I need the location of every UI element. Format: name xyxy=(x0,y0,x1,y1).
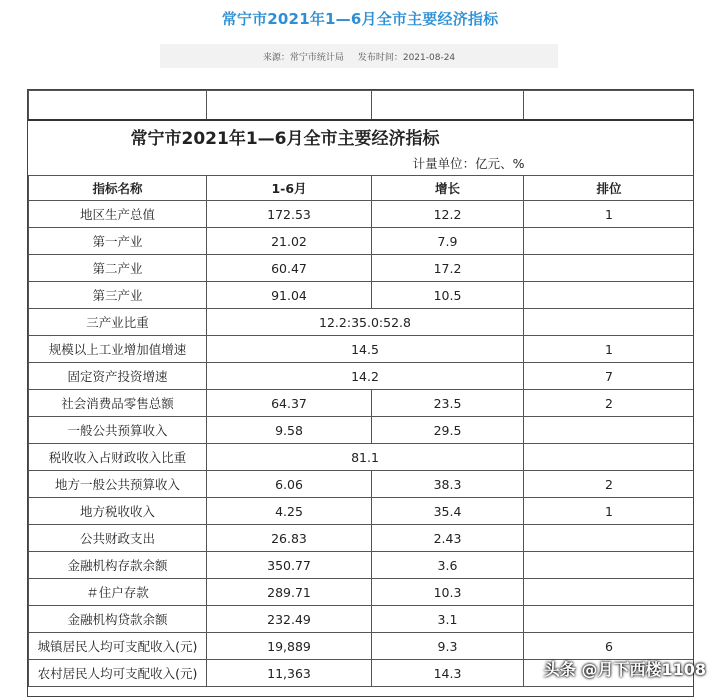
growth-cell: 35.4 xyxy=(372,498,524,525)
source-text: 来源：常宁市统计局 xyxy=(262,52,344,63)
indicator-table xyxy=(28,90,694,687)
growth-cell: 29.5 xyxy=(372,417,524,444)
merged-value-cell: 12.2:35.0:52.8 xyxy=(207,309,524,336)
merged-value-cell: 14.5 xyxy=(207,336,524,363)
column-header: 增长 xyxy=(372,176,524,201)
indicator-name-cell: 规模以上工业增加值增速 xyxy=(29,336,207,363)
column-header: 1-6月 xyxy=(207,176,372,201)
indicator-name-cell: 固定资产投资增速 xyxy=(29,363,207,390)
indicator-name-cell: 城镇居民人均可支配收入(元) xyxy=(29,633,207,660)
rank-cell xyxy=(524,525,695,552)
table-title: 常宁市2021年1—6月全市主要经济指标 xyxy=(130,128,440,149)
rank-cell: 6 xyxy=(524,633,695,660)
merged-value-cell: 14.2 xyxy=(207,363,524,390)
indicator-name-cell: 金融机构存款余额 xyxy=(29,552,207,579)
rank-cell: 7 xyxy=(524,363,695,390)
rank-cell: 1 xyxy=(524,336,695,363)
value-cell: 19,889 xyxy=(207,633,372,660)
table-row xyxy=(29,633,695,660)
value-cell: 21.02 xyxy=(207,228,372,255)
value-cell: 11,363 xyxy=(207,660,372,687)
table-row xyxy=(29,579,695,606)
value-cell: 60.47 xyxy=(207,255,372,282)
value-cell: 289.71 xyxy=(207,579,372,606)
table-title-row xyxy=(29,120,695,151)
column-header: 排位 xyxy=(524,176,695,201)
indicator-name-cell: 三产业比重 xyxy=(29,309,207,336)
indicator-name-cell: 税收收入占财政收入比重 xyxy=(29,444,207,471)
indicator-table-wrapper xyxy=(27,89,694,697)
growth-cell: 3.1 xyxy=(372,606,524,633)
value-cell: 4.25 xyxy=(207,498,372,525)
table-row xyxy=(29,363,695,390)
unit-row xyxy=(29,151,695,176)
growth-cell: 9.3 xyxy=(372,633,524,660)
growth-cell: 23.5 xyxy=(372,390,524,417)
table-header-row xyxy=(29,176,695,201)
table-row xyxy=(29,201,695,228)
growth-cell: 10.5 xyxy=(372,282,524,309)
rank-cell xyxy=(524,228,695,255)
indicator-name-cell: ＃住户存款 xyxy=(29,579,207,606)
table-row xyxy=(29,444,695,471)
value-cell: 172.53 xyxy=(207,201,372,228)
value-cell: 91.04 xyxy=(207,282,372,309)
page-title: 常宁市2021年1—6月全市主要经济指标 xyxy=(221,10,499,28)
table-row xyxy=(29,309,695,336)
table-row xyxy=(29,552,695,579)
watermark: 头条 @月下西楼1108 xyxy=(543,660,706,679)
indicator-name-cell: 地区生产总值 xyxy=(29,201,207,228)
growth-cell: 17.2 xyxy=(372,255,524,282)
table-row xyxy=(29,606,695,633)
value-cell: 64.37 xyxy=(207,390,372,417)
indicator-name-cell: 第一产业 xyxy=(29,228,207,255)
table-row xyxy=(29,255,695,282)
growth-cell: 38.3 xyxy=(372,471,524,498)
rank-cell xyxy=(524,309,695,336)
table-row xyxy=(29,498,695,525)
rank-cell: 1 xyxy=(524,201,695,228)
rank-cell xyxy=(524,417,695,444)
rank-cell: 1 xyxy=(524,498,695,525)
table-row xyxy=(29,336,695,363)
indicator-name-cell: 地方税收收入 xyxy=(29,498,207,525)
rank-cell xyxy=(524,444,695,471)
unit-label: 计量单位：亿元、% xyxy=(29,151,695,176)
indicator-name-cell: 一般公共预算收入 xyxy=(29,417,207,444)
table-row xyxy=(29,525,695,552)
rank-cell xyxy=(524,606,695,633)
indicator-name-cell: 第二产业 xyxy=(29,255,207,282)
value-cell: 232.49 xyxy=(207,606,372,633)
meta-bar xyxy=(160,44,558,68)
publish-date: 发布时间：2021-08-24 xyxy=(357,52,456,63)
table-row xyxy=(29,471,695,498)
value-cell: 26.83 xyxy=(207,525,372,552)
indicator-name-cell: 第三产业 xyxy=(29,282,207,309)
rank-cell xyxy=(524,255,695,282)
value-cell: 350.77 xyxy=(207,552,372,579)
growth-cell: 12.2 xyxy=(372,201,524,228)
rank-cell xyxy=(524,552,695,579)
rank-cell: 2 xyxy=(524,390,695,417)
rank-cell: 2 xyxy=(524,471,695,498)
indicator-name-cell: 地方一般公共预算收入 xyxy=(29,471,207,498)
growth-cell: 7.9 xyxy=(372,228,524,255)
growth-cell: 3.6 xyxy=(372,552,524,579)
table-row xyxy=(29,390,695,417)
growth-cell: 10.3 xyxy=(372,579,524,606)
table-row xyxy=(29,282,695,309)
indicator-name-cell: 农村居民人均可支配收入(元) xyxy=(29,660,207,687)
merged-value-cell: 81.1 xyxy=(207,444,524,471)
growth-cell: 2.43 xyxy=(372,525,524,552)
value-cell: 6.06 xyxy=(207,471,372,498)
indicator-name-cell: 金融机构贷款余额 xyxy=(29,606,207,633)
rank-cell xyxy=(524,579,695,606)
table-row xyxy=(29,228,695,255)
indicator-name-cell: 社会消费品零售总额 xyxy=(29,390,207,417)
indicator-name-cell: 公共财政支出 xyxy=(29,525,207,552)
table-spacer-row xyxy=(29,91,695,121)
growth-cell: 14.3 xyxy=(372,660,524,687)
column-header: 指标名称 xyxy=(29,176,207,201)
table-row xyxy=(29,417,695,444)
rank-cell xyxy=(524,282,695,309)
value-cell: 9.58 xyxy=(207,417,372,444)
